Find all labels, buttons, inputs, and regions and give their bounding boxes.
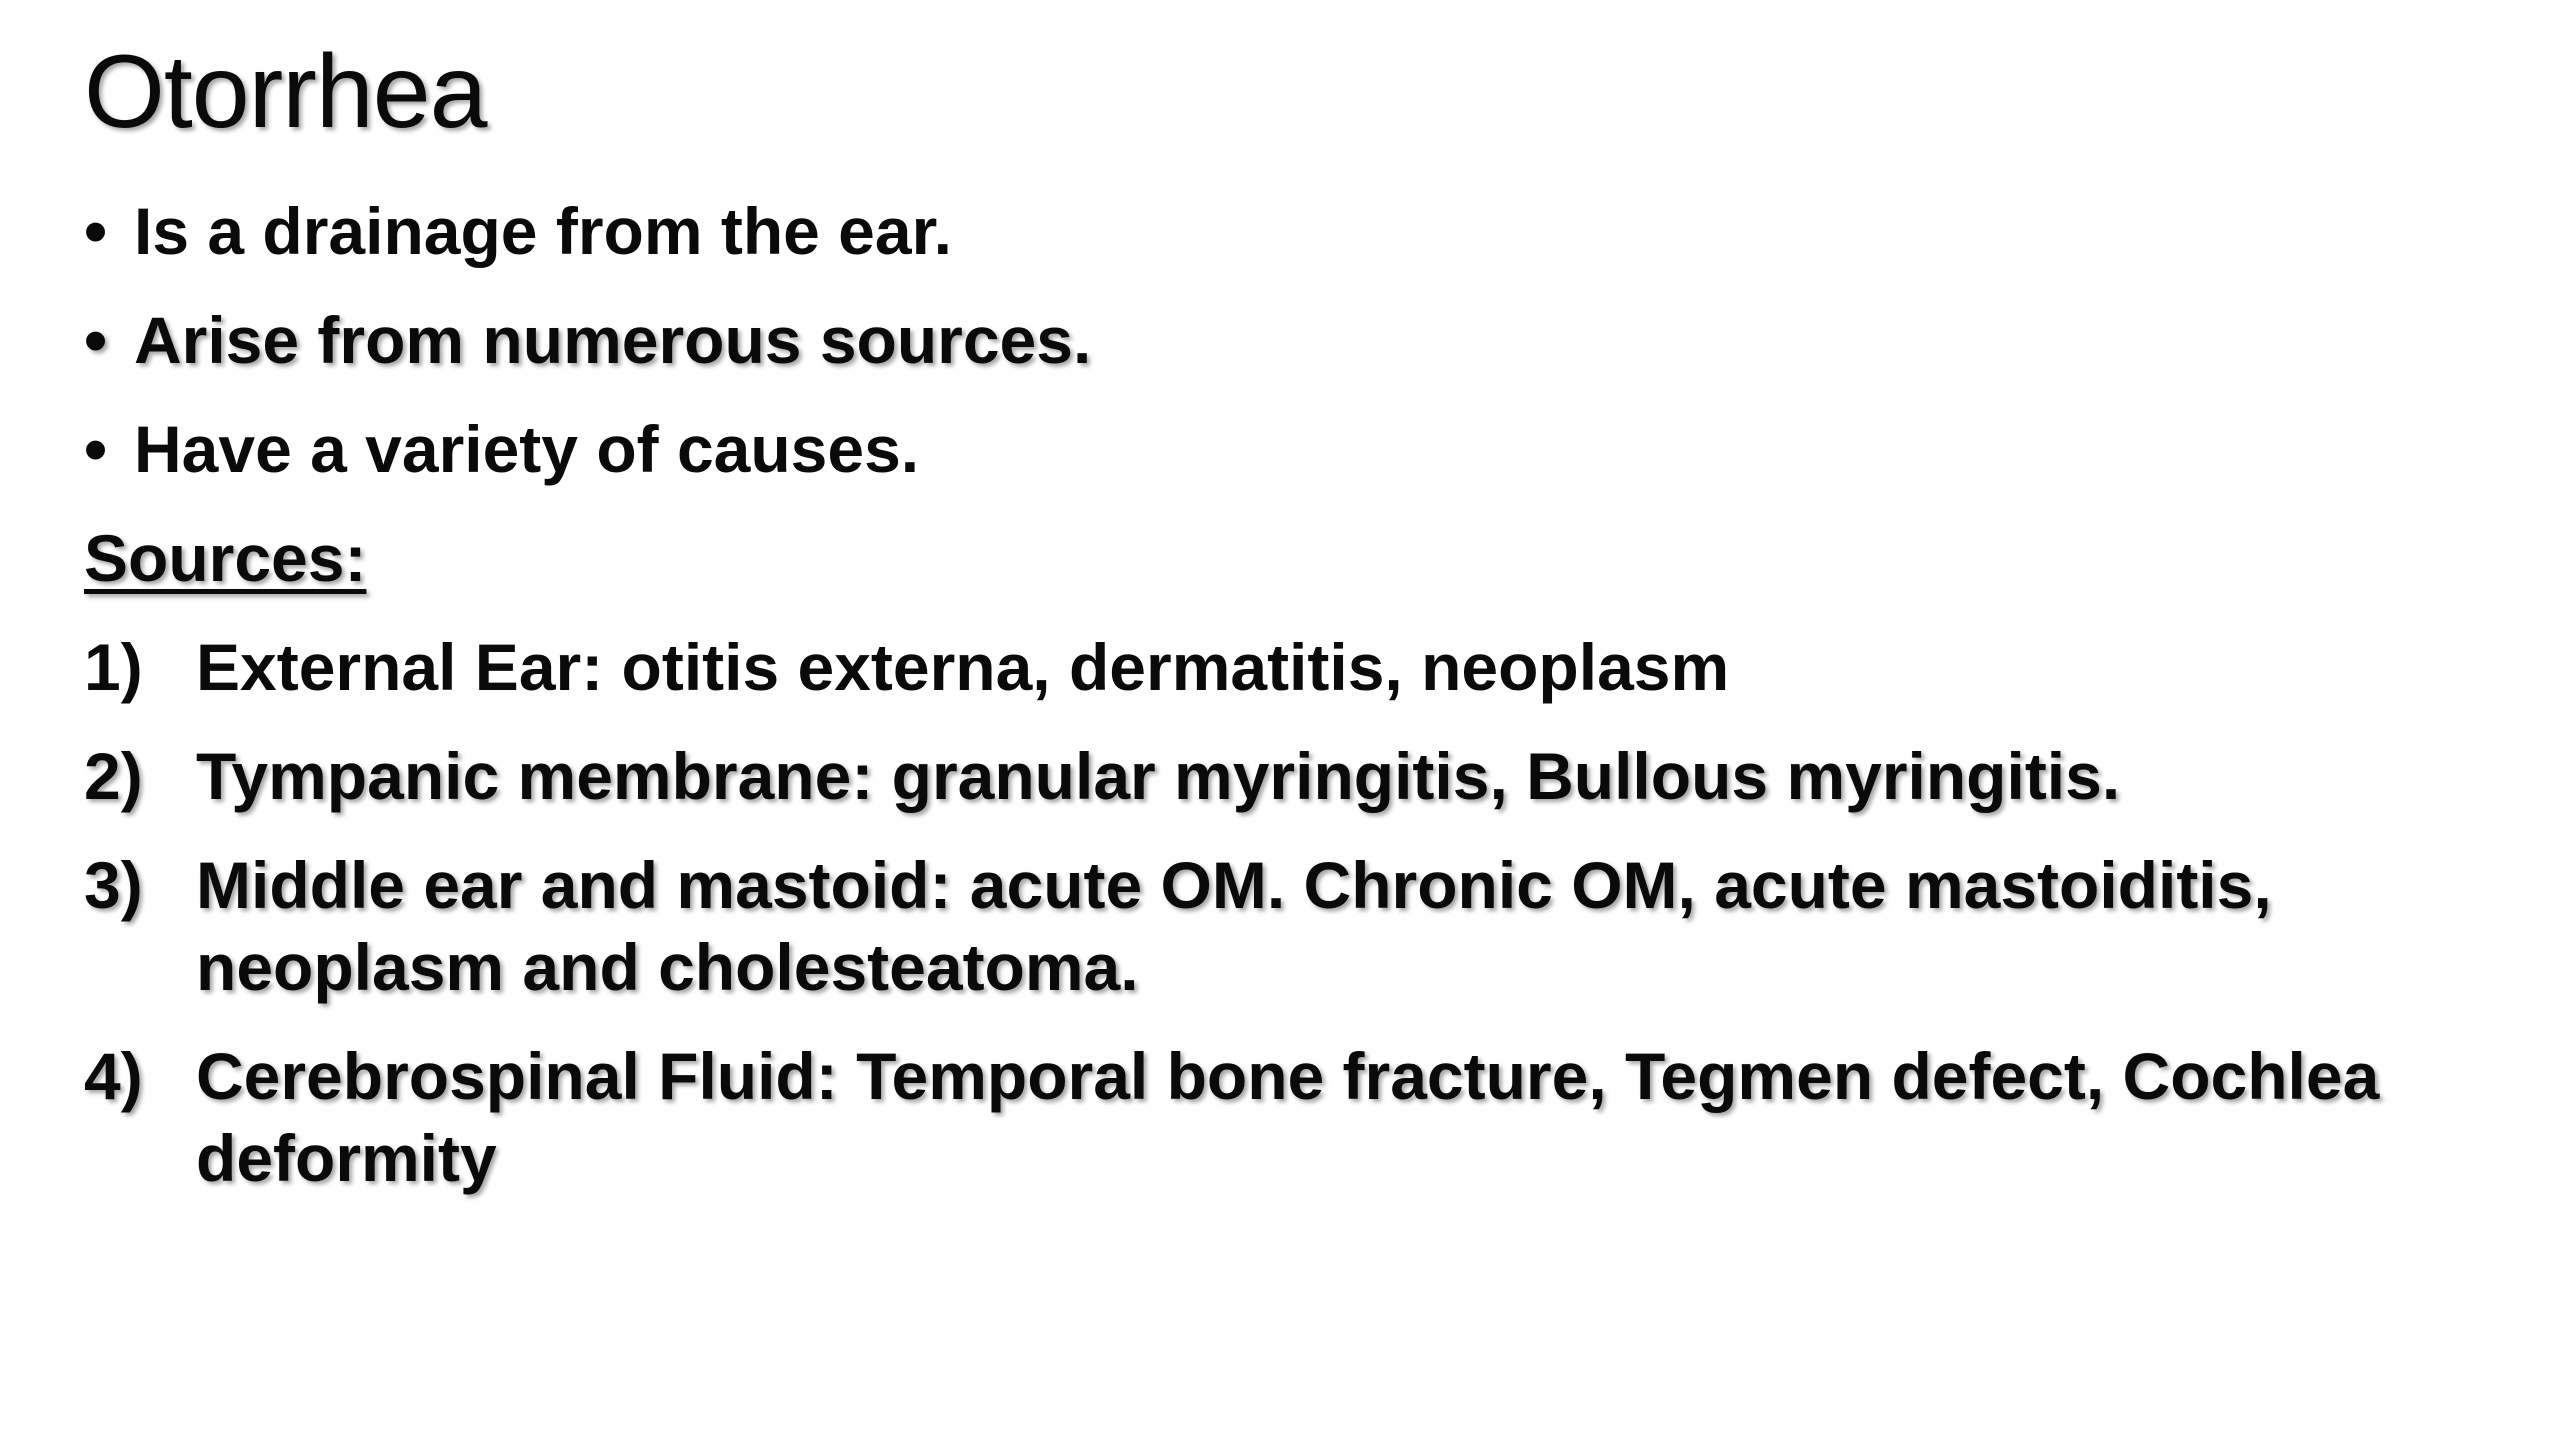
bullet-item xyxy=(84,408,2484,490)
bullet-item xyxy=(84,190,2484,272)
bullet-marker: • xyxy=(84,194,108,268)
bullet-text: Have a variety of causes. xyxy=(134,412,920,486)
source-text: Middle ear and mastoid: acute OM. Chronic OM, acute mastoiditis, neoplasm and cholesteatoma. xyxy=(196,848,2272,1004)
source-number: 3) xyxy=(84,848,143,922)
bullet-item xyxy=(84,299,2484,381)
bullet-marker: • xyxy=(84,303,108,377)
source-text: Tympanic membrane: granular myringitis, Bullous myringitis. xyxy=(196,739,2121,813)
source-item xyxy=(84,1035,2484,1199)
source-text: External Ear: otitis externa, dermatitis, neoplasm xyxy=(196,630,1730,704)
source-text: Cerebrospinal Fluid: Temporal bone fracture, Tegmen defect, Cochlea deformity xyxy=(196,1039,2380,1195)
source-number: 4) xyxy=(84,1039,143,1113)
source-number: 2) xyxy=(84,739,143,813)
bullet-text: Is a drainage from the ear. xyxy=(134,194,952,268)
bullet-text: Arise from numerous sources. xyxy=(134,303,1092,377)
source-number: 1) xyxy=(84,630,143,704)
slide-title: Otorrhea xyxy=(84,34,487,150)
bullet-marker: • xyxy=(84,412,108,486)
source-item xyxy=(84,844,2484,1008)
sources-heading: Sources: xyxy=(84,521,367,595)
slide-body xyxy=(84,190,2484,1226)
source-item xyxy=(84,735,2484,817)
source-item xyxy=(84,626,2484,708)
